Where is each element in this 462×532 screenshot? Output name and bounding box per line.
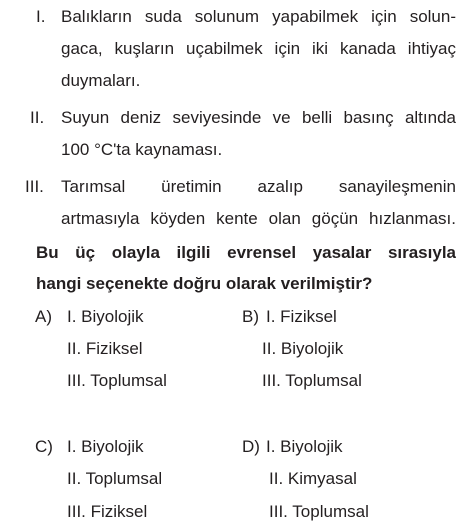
option-c-letter[interactable]: C) [35, 437, 53, 456]
question-line-1: Bu üç olayla ilgili evrensel yasalar sırasıyla [36, 243, 456, 262]
statement-1-numeral: I. [36, 7, 46, 26]
option-b-letter[interactable]: B) [242, 307, 259, 326]
statement-3-line-2: artmasıyla köyden kente olan göçün hızlanması. [61, 209, 456, 228]
statement-2-numeral: II. [30, 108, 45, 127]
statement-1-line-1: Balıkların suda solunum yapabilmek için solun- [61, 7, 456, 26]
option-b-item-2: II. Biyolojik [262, 339, 344, 358]
statement-3-numeral: III. [25, 177, 44, 196]
option-a-item-1: I. Biyolojik [67, 307, 144, 326]
option-a-item-3: III. Toplumsal [67, 371, 167, 390]
question-line-2: hangi seçenekte doğru olarak verilmiştir? [36, 274, 373, 293]
option-c-item-3: III. Fiziksel [67, 502, 148, 521]
option-d-letter[interactable]: D) [242, 437, 260, 456]
option-b-item-3: III. Toplumsal [262, 371, 362, 390]
statement-2-line-2: 100 °C'ta kaynaması. [61, 140, 223, 159]
option-a-letter[interactable]: A) [35, 307, 52, 326]
option-b-item-1: I. Fiziksel [266, 307, 337, 326]
statement-1-line-3: duymaları. [61, 71, 141, 90]
option-d-item-1: I. Biyolojik [266, 437, 343, 456]
statement-2-line-1: Suyun deniz seviyesinde ve belli basınç altında [61, 108, 456, 127]
option-a-item-2: II. Fiziksel [67, 339, 143, 358]
option-d-item-3: III. Toplumsal [269, 502, 369, 521]
option-c-item-1: I. Biyolojik [67, 437, 144, 456]
option-d-item-2: II. Kimyasal [269, 469, 357, 488]
option-c-item-2: II. Toplumsal [67, 469, 163, 488]
statement-1-line-2: gaca, kuşların uçabilmek için iki kanada ihtiyaç [61, 39, 456, 58]
statement-3-line-1: Tarımsal üretimin azalıp sanayileşmenin [61, 177, 456, 196]
